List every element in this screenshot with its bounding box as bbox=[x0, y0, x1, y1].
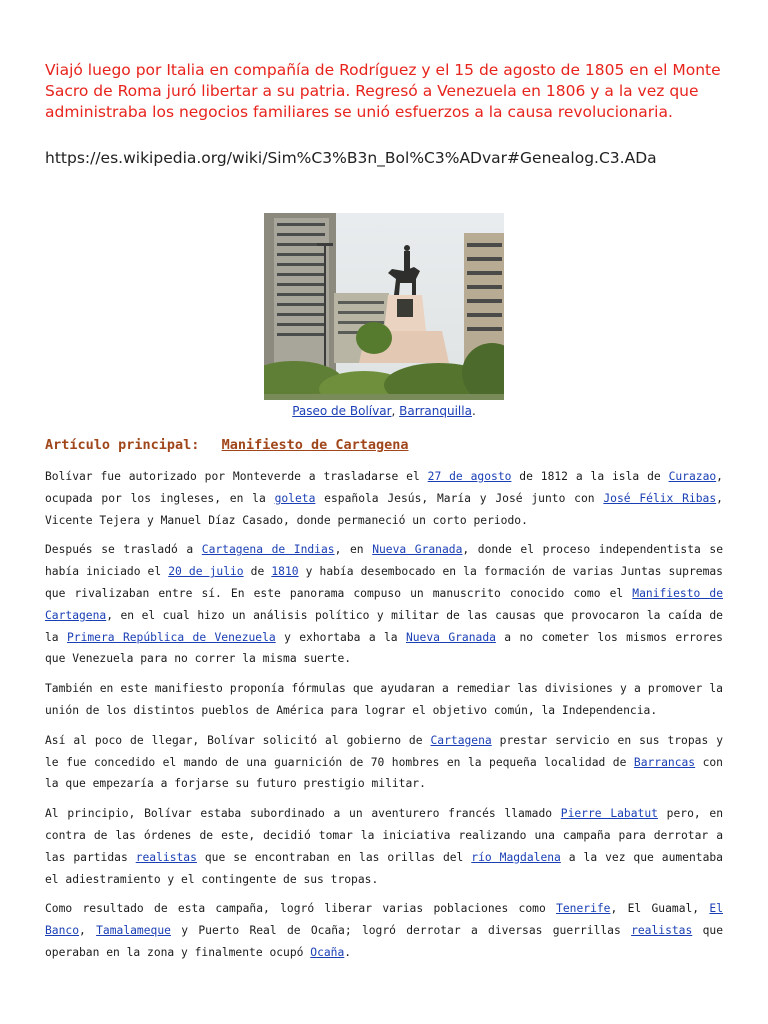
caption-link-barranquilla[interactable]: Barranquilla bbox=[399, 404, 472, 418]
text: a no cometer los mismos errores que Venezuela para no correr la misma suerte. bbox=[45, 630, 723, 666]
link-goleta[interactable]: goleta bbox=[274, 491, 316, 505]
link-rio-magdalena[interactable]: río Magdalena bbox=[471, 850, 561, 864]
text: y había desembocado en la formación de varias Juntas supremas que rivalizaban entre sí. En este panorama compuso un manuscrito conocido como el bbox=[45, 565, 723, 600]
link-27-agosto[interactable]: 27 de agosto bbox=[427, 470, 512, 483]
text: Como resultado de esta campaña, logró liberar varias poblaciones como bbox=[45, 902, 557, 916]
text: , donde el proceso independentista se había iniciado el bbox=[45, 543, 723, 579]
intro-paragraph: Viajó luego por Italia en compañía de Rodríguez y el 15 de agosto de 1805 en el Monte Sacro de Roma juró libertar a su patria. Regresó a Venezuela en 1806 y a la vez que administraba los negocios familiares se unió esfuerzos a la causa revolucionaria. bbox=[45, 61, 721, 121]
link-manifiesto-cartagena[interactable]: Manifiesto de Cartagena bbox=[45, 586, 723, 622]
text: de 1812 a la isla de bbox=[511, 470, 669, 483]
caption-separator: , bbox=[391, 404, 400, 418]
statue-photo bbox=[264, 213, 504, 400]
text: , en bbox=[334, 543, 373, 557]
paragraph-1 bbox=[45, 466, 723, 531]
text: que se encontraban en las orillas del bbox=[196, 850, 472, 864]
paragraph-4 bbox=[45, 730, 723, 795]
link-tamalameque[interactable]: Tamalameque bbox=[96, 924, 171, 938]
link-1810[interactable]: 1810 bbox=[271, 565, 299, 579]
text: pero, en contra de las órdenes de este, decidió tomar la iniciativa realizando una campaña para derrotar a las partidas bbox=[45, 807, 724, 864]
text: , Vicente Tejera y Manuel Díaz Casado, donde permaneció un corto periodo. bbox=[45, 491, 723, 527]
text: , bbox=[79, 924, 97, 938]
text: . bbox=[344, 945, 352, 959]
text: Así al poco de llegar, Bolívar solicitó al gobierno de bbox=[45, 733, 431, 747]
paragraph-6 bbox=[45, 898, 723, 963]
photo-caption bbox=[0, 404, 768, 418]
link-jose-felix-ribas[interactable]: José Félix Ribas bbox=[603, 491, 717, 505]
link-cartagena-de-indias[interactable]: Cartagena de Indias bbox=[201, 543, 335, 557]
link-barrancas[interactable]: Barrancas bbox=[633, 755, 696, 769]
link-curazao[interactable]: Curazao bbox=[668, 470, 717, 483]
main-article-label: Artículo principal: bbox=[45, 437, 200, 453]
text: Bolívar fue autorizado por Monteverde a trasladarse el bbox=[45, 470, 428, 483]
text: que operaban en la zona y finalmente ocupó bbox=[45, 924, 723, 959]
paragraph-5 bbox=[45, 803, 723, 890]
article-body bbox=[45, 466, 723, 972]
link-ocana[interactable]: Ocaña bbox=[310, 945, 345, 959]
main-article-link[interactable]: Manifiesto de Cartagena bbox=[221, 437, 409, 453]
link-20-julio[interactable]: 20 de julio bbox=[168, 565, 244, 579]
paragraph-3: También en este manifiesto proponía fórmulas que ayudaran a remediar las divisiones y a promover la unión de los distintos pueblos de América para lograr el objetivo común, la Independencia. bbox=[45, 682, 723, 717]
text: y exhortaba a la bbox=[275, 630, 406, 644]
link-tenerife[interactable]: Tenerife bbox=[556, 902, 611, 916]
text: , El Guamal, bbox=[610, 902, 710, 916]
paragraph-2 bbox=[45, 539, 723, 670]
link-primera-republica[interactable]: Primera República de Venezuela bbox=[66, 630, 276, 644]
link-realistas[interactable]: realistas bbox=[135, 850, 197, 864]
link-pierre-labatut[interactable]: Pierre Labatut bbox=[560, 807, 658, 821]
main-article-line bbox=[45, 437, 409, 453]
link-cartagena[interactable]: Cartagena bbox=[430, 733, 492, 747]
link-el-banco[interactable]: El Banco bbox=[45, 902, 723, 938]
text: con la que empezaría a forjarse su futuro prestigio militar. bbox=[45, 755, 723, 791]
text: y Puerto Real de Ocaña; logró derrotar a diversas guerrillas bbox=[170, 924, 632, 938]
link-realistas-2[interactable]: realistas bbox=[631, 924, 693, 938]
text: a la vez que aumentaba el adiestramiento y el contingente de sus tropas. bbox=[45, 850, 723, 886]
text: prestar servicio en sus tropas y le fue concedido el mando de una guarnición de 70 hombres en la pequeña localidad de bbox=[45, 733, 723, 769]
text: , en el cual hizo un análisis político y militar de las causas que provocaron la caída de la bbox=[45, 608, 723, 644]
link-nueva-granada[interactable]: Nueva Granada bbox=[372, 543, 463, 557]
link-nueva-granada-2[interactable]: Nueva Granada bbox=[405, 630, 496, 644]
source-url: https://es.wikipedia.org/wiki/Sim%C3%B3n_Bol%C3%ADvar#Genealog.C3.ADa bbox=[45, 149, 657, 167]
text: de bbox=[243, 565, 272, 579]
text: Después se trasladó a bbox=[45, 543, 202, 557]
text: , ocupada por los ingleses, en la bbox=[45, 470, 723, 505]
caption-end: . bbox=[471, 404, 476, 418]
caption-link-paseo[interactable]: Paseo de Bolívar bbox=[292, 404, 392, 418]
text: Al principio, Bolívar estaba subordinado a un aventurero francés llamado bbox=[45, 807, 561, 821]
text: española Jesús, María y José junto con bbox=[315, 491, 604, 505]
